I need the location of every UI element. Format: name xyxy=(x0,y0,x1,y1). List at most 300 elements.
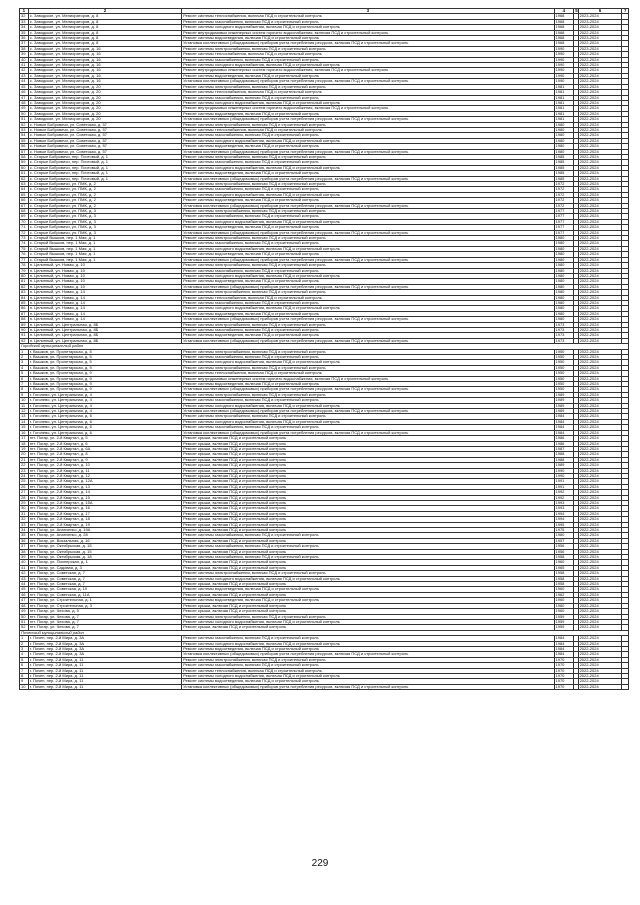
row-number: 51 xyxy=(20,619,29,624)
row-number: 45 xyxy=(20,587,29,592)
row-number: 54 xyxy=(20,133,29,138)
work-type-cell: Установка коллективных (общедомовых) приборов учета потребления ресурсов, включая ПСД и строительный контроль xyxy=(182,284,554,289)
row-number: 28 xyxy=(20,495,29,500)
year-cell: 1980 xyxy=(554,295,574,300)
row-number: 36 xyxy=(20,36,29,41)
work-type-cell: Ремонт крыши, включая ПСД и строительный контроль xyxy=(182,468,554,473)
address-cell: с. Заводское, ул. Мелиораторов, д. 20 xyxy=(28,100,181,105)
work-type-cell: Установка коллективных (общедомовых) приборов учета потребления ресурсов, включая ПСД и строительный контроль xyxy=(182,684,554,689)
address-cell: г. Почеп, пер. 2-й Мира, д. 3А xyxy=(28,652,181,657)
year-cell: 1968 xyxy=(554,14,574,19)
address-cell: п. Целинный, ул. Центральная, д. 8Б xyxy=(28,327,181,332)
year-cell: 1990 xyxy=(554,68,574,73)
period-cell: 2023-2024 xyxy=(578,19,622,24)
row-number: 9 xyxy=(20,392,29,397)
row-number: 44 xyxy=(20,79,29,84)
work-type-cell: Ремонт системы водоотведения, включая ПСД и строительный контроль xyxy=(182,198,554,203)
address-cell: с. Старые Бобровичи, ул. ПМК, д. 2 xyxy=(28,187,181,192)
address-cell: с. Заводское, ул. Мелиораторов, д. 16 xyxy=(28,68,181,73)
work-type-cell: Ремонт системы электроснабжения, включая ПСД и строительный контроль xyxy=(182,571,554,576)
address-cell: с. Заводское, ул. Мелиораторов, д. 20 xyxy=(28,90,181,95)
row-number: 44 xyxy=(20,582,29,587)
year-cell: 1981 xyxy=(554,84,574,89)
row-number: 9 xyxy=(20,679,29,684)
address-cell: с. Старые Бобровичи, ул. ПМК, д. 3 xyxy=(28,225,181,230)
work-type-cell: Ремонт системы газоснабжения, включая ПСД и строительный контроль xyxy=(182,187,554,192)
period-cell: 2022-2024 xyxy=(578,73,622,78)
period-cell: 2022-2024 xyxy=(578,338,622,343)
year-cell: 1986 xyxy=(554,441,574,446)
work-type-cell: Ремонт системы холодного водоснабжения, включая ПСД и строительный контроль xyxy=(182,641,554,646)
work-type-cell: Ремонт системы газоснабжения, включая ПСД и строительный контроль xyxy=(182,300,554,305)
address-cell: пгт. Погар, ул. Советская, д. 11А xyxy=(28,592,181,597)
period-cell: 2022-2024 xyxy=(578,182,622,187)
work-type-cell: Ремонт системы холодного водоснабжения, включая ПСД и строительный контроль xyxy=(182,138,554,143)
row-number: 6 xyxy=(20,376,29,381)
row-number: 52 xyxy=(20,122,29,127)
year-cell: 1984 xyxy=(554,636,574,641)
row-number: 40 xyxy=(20,560,29,565)
address-cell: с. Заводское, ул. Мелиораторов, д. 16 xyxy=(28,79,181,84)
period-cell: 2022-2024 xyxy=(578,371,622,376)
period-cell: 2022-2024 xyxy=(578,679,622,684)
period-cell: 2022-2024 xyxy=(578,446,622,451)
address-cell: с. Заводское, ул. Мелиораторов, д. 20 xyxy=(28,117,181,122)
year-cell: 1984 xyxy=(554,652,574,657)
address-cell: пгт. Погар, ул. Советская, д. 7 xyxy=(28,582,181,587)
year-cell: 1980 xyxy=(554,263,574,268)
period-cell: 2022-2024 xyxy=(578,673,622,678)
year-cell: 1994 xyxy=(554,517,574,522)
year-cell: 1990 xyxy=(554,73,574,78)
row-number: 92 xyxy=(20,338,29,343)
period-cell: 2022-2024 xyxy=(578,68,622,73)
year-cell: 1989 xyxy=(554,409,574,414)
address-cell: пгт. Погар, ул. 2-й Квартал, д. 14 xyxy=(28,490,181,495)
row-number: 72 xyxy=(20,230,29,235)
work-type-cell: Ремонт системы холодного водоснабжения, включая ПСД и строительный контроль xyxy=(182,673,554,678)
col-3-header: 3 xyxy=(182,9,554,14)
work-type-cell: Ремонт системы холодного водоснабжения, включая ПСД и строительный контроль xyxy=(182,419,554,424)
row-number: 88 xyxy=(20,317,29,322)
period-cell: 2022-2024 xyxy=(578,79,622,84)
address-cell: п. Целинный, ул. Центральная, д. 8Б xyxy=(28,322,181,327)
row-number: 4 xyxy=(20,652,29,657)
year-cell: 1950 xyxy=(554,387,574,392)
row-number: 38 xyxy=(20,549,29,554)
address-cell: г. Вышков, ул. Пролетарская, д. 5 xyxy=(28,355,181,360)
row-number: 66 xyxy=(20,198,29,203)
period-cell: 2022-2024 xyxy=(578,311,622,316)
col-2-header: 2 xyxy=(28,9,181,14)
year-cell: 1970 xyxy=(554,679,574,684)
address-cell: пгт. Погар, ул. 2-й Квартал, д. 5 xyxy=(28,436,181,441)
address-cell: п. Целинный, ул. Центральная, д. 8Б xyxy=(28,338,181,343)
col-1-header: 1 xyxy=(20,9,29,14)
work-type-cell: Ремонт крыши, включая ПСД и строительный контроль xyxy=(182,538,554,543)
row-number: 2 xyxy=(20,355,29,360)
address-cell: пгт. Погар, ул. Ананченко, д. 28 xyxy=(28,533,181,538)
address-cell: с. Старые Бобровичи, ул. ПМК, д. 3 xyxy=(28,219,181,224)
address-cell: с. Старые Бобровичи, ул. ПМК, д. 3 xyxy=(28,214,181,219)
year-cell: 1977 xyxy=(554,209,574,214)
row-number: 47 xyxy=(20,598,29,603)
address-cell: с. Заводское, ул. Мелиораторов, д. 8 xyxy=(28,36,181,41)
period-cell: 2022-2024 xyxy=(578,457,622,462)
address-cell: с. Старый Вышков, пер. 1 Мая, д. 1 xyxy=(28,236,181,241)
address-cell: пгт. Погар, ул. Строительная, д. 3 xyxy=(28,603,181,608)
work-type-cell: Ремонт системы водоотведения, включая ПСД и строительный контроль xyxy=(182,311,554,316)
address-cell: пгт. Погар, ул. 2-й Квартал, д. 15 xyxy=(28,495,181,500)
year-cell: 1980 xyxy=(554,122,574,127)
row-number: 31 xyxy=(20,511,29,516)
year-cell: 1990 xyxy=(554,63,574,68)
row-number: 42 xyxy=(20,571,29,576)
year-cell: 1989 xyxy=(554,463,574,468)
work-type-cell: Ремонт системы водоотведения, включая ПСД и строительный контроль xyxy=(182,252,554,257)
row-number: 68 xyxy=(20,209,29,214)
work-type-cell: Ремонт системы холодного водоснабжения, включая ПСД и строительный контроль xyxy=(182,619,554,624)
address-cell: с. Старые Бобровичи, ул. ПМК, д. 2 xyxy=(28,182,181,187)
address-cell: с. Старые Бобровичи, ул. ПМК, д. 2 xyxy=(28,198,181,203)
row-number: 18 xyxy=(20,441,29,446)
row-number: 7 xyxy=(20,668,29,673)
year-cell: 1984 xyxy=(554,430,574,435)
period-cell: 2022-2024 xyxy=(578,398,622,403)
period-cell: 2022-2024 xyxy=(578,592,622,597)
row-number: 25 xyxy=(20,479,29,484)
work-type-cell: Ремонт системы газоснабжения, включая ПСД и строительный контроль xyxy=(182,214,554,219)
year-cell: 1950 xyxy=(554,360,574,365)
address-cell: пгт. Погар, ул. Ананченко, д. 19А xyxy=(28,528,181,533)
address-cell: г. Почеп, пер. 2-й Мира, д. 3А xyxy=(28,646,181,651)
period-cell: 2022-2024 xyxy=(578,619,622,624)
period-cell: 2022-2024 xyxy=(578,571,622,576)
period-cell: 2022-2024 xyxy=(578,133,622,138)
row-number: 85 xyxy=(20,300,29,305)
year-cell: 1986 xyxy=(554,436,574,441)
year-cell: 1980 xyxy=(554,149,574,154)
row-number: 56 xyxy=(20,144,29,149)
address-cell: п. Целинный, ул. Новая, д. 10 xyxy=(28,268,181,273)
address-cell: пгт. Погар, ул. 2-й Квартал, д. 12 xyxy=(28,473,181,478)
work-type-cell: Ремонт системы электроснабжения, включая ПСД и строительный контроль xyxy=(182,209,554,214)
period-cell: 2022-2024 xyxy=(578,387,622,392)
row-number: 3 xyxy=(20,646,29,651)
address-cell: п. Целинный, ул. Новая, д. 10 xyxy=(28,279,181,284)
row-number: 62 xyxy=(20,176,29,181)
period-cell: 2022-2024 xyxy=(578,246,622,251)
row-number: 48 xyxy=(20,100,29,105)
year-cell: 1985 xyxy=(554,160,574,165)
period-cell: 2022-2024 xyxy=(578,452,622,457)
period-cell: 2022-2024 xyxy=(578,171,622,176)
row-number: 7 xyxy=(20,382,29,387)
address-cell: с. Новые Бобровичи, ул. Советская, д. 57 xyxy=(28,149,181,154)
work-type-cell: Ремонт системы электроснабжения, включая ПСД и строительный контроль xyxy=(182,236,554,241)
address-cell: пгт. Погар, ул. 2-й Квартал, д. 9 xyxy=(28,457,181,462)
row-number: 16 xyxy=(20,430,29,435)
period-cell: 2023-2024 xyxy=(578,36,622,41)
period-cell: 2022-2024 xyxy=(578,284,622,289)
row-number: 58 xyxy=(20,154,29,159)
row-number: 2 xyxy=(20,641,29,646)
year-cell: 1960 xyxy=(554,560,574,565)
period-cell: 2022-2024 xyxy=(578,230,622,235)
year-cell: 1972 xyxy=(554,187,574,192)
year-cell: 1980 xyxy=(554,284,574,289)
row-number: 10 xyxy=(20,684,29,689)
work-type-cell: Ремонт крыши, включая ПСД и строительный контроль xyxy=(182,522,554,527)
row-number: 30 xyxy=(20,506,29,511)
period-cell: 2022-2024 xyxy=(578,484,622,489)
address-cell: с. Заводское, ул. Мелиораторов, д. 8 xyxy=(28,30,181,35)
period-cell: 2022-2024 xyxy=(578,576,622,581)
row-number: 46 xyxy=(20,90,29,95)
address-cell: пгт. Погар, ул. Чехова, д. 7 xyxy=(28,625,181,630)
work-type-cell: Ремонт системы водоотведения, включая ПСД и строительный контроль xyxy=(182,587,554,592)
work-type-cell: Ремонт системы водоотведения, включая ПСД и строительный контроль xyxy=(182,225,554,230)
period-cell: 2022-2024 xyxy=(578,468,622,473)
year-cell: 1958 xyxy=(554,582,574,587)
work-type-cell: Ремонт системы холодного водоснабжения, включая ПСД и строительный контроль xyxy=(182,306,554,311)
year-cell: 1972 xyxy=(554,192,574,197)
row-number: 48 xyxy=(20,603,29,608)
row-number: 5 xyxy=(20,657,29,662)
year-cell: 1970 xyxy=(554,657,574,662)
period-cell: 2022-2024 xyxy=(578,95,622,100)
work-type-cell: Ремонт системы водоотведения, включая ПСД и строительный контроль xyxy=(182,382,554,387)
period-cell: 2022-2024 xyxy=(578,198,622,203)
row-number: 29 xyxy=(20,500,29,505)
work-type-cell: Установка коллективных (общедомовых) приборов учета потребления ресурсов, включая ПСД и строительный контроль xyxy=(182,338,554,343)
period-cell: 2022-2024 xyxy=(578,187,622,192)
row-number: 46 xyxy=(20,592,29,597)
period-cell: 2022-2024 xyxy=(578,268,622,273)
address-cell: с. Заводское, ул. Мелиораторов, д. 16 xyxy=(28,73,181,78)
period-cell: 2022-2024 xyxy=(578,528,622,533)
address-cell: п. Целинный, ул. Новая, д. 14 xyxy=(28,290,181,295)
work-type-cell: Ремонт внутридомовых инженерных систем горячего водоснабжения, включая ПСД и строительный контроль xyxy=(182,376,554,381)
work-type-cell: Ремонт внутридомовых инженерных систем горячего водоснабжения, включая ПСД и строительный контроль xyxy=(182,106,554,111)
work-type-cell: Ремонт системы газоснабжения, включая ПСД и строительный контроль xyxy=(182,425,554,430)
address-cell: г. Гоголево, ул. Центральная, д. 4 xyxy=(28,398,181,403)
work-type-cell: Ремонт системы теплоснабжения, включая ПСД и строительный контроль xyxy=(182,371,554,376)
col-7-cell xyxy=(622,684,629,689)
period-cell: 2022-2024 xyxy=(578,582,622,587)
year-cell: 1991 xyxy=(554,484,574,489)
year-cell: 1960 xyxy=(554,603,574,608)
address-cell: г. Вышков, ул. Пролетарская, д. 9 xyxy=(28,376,181,381)
address-cell: п. Целинный, ул. Новая, д. 10 xyxy=(28,273,181,278)
address-cell: с. Старые Бобровичи, ул. ПМК, д. 3 xyxy=(28,230,181,235)
work-type-cell: Ремонт системы холодного водоснабжения, включая ПСД и строительный контроль xyxy=(182,246,554,251)
work-type-cell: Ремонт системы газоснабжения, включая ПСД и строительный контроль xyxy=(182,95,554,100)
address-cell: пгт. Погар, ул. Советская, д. 7 xyxy=(28,571,181,576)
row-number: 83 xyxy=(20,290,29,295)
row-number: 33 xyxy=(20,19,29,24)
work-type-cell: Ремонт системы теплоснабжения, включая ПСД и строительный контроль xyxy=(182,668,554,673)
period-cell: 2022-2024 xyxy=(578,63,622,68)
period-cell: 2022-2024 xyxy=(578,500,622,505)
work-type-cell: Ремонт системы водоотведения, включая ПСД и строительный контроль xyxy=(182,598,554,603)
work-type-cell: Ремонт системы газоснабжения, включая ПСД и строительный контроль xyxy=(182,327,554,332)
address-cell: пгт. Погар, ул. 2-й Квартал, д. 8 xyxy=(28,452,181,457)
col-5-header: 5 xyxy=(575,8,578,13)
work-type-cell: Установка коллективных (общедомовых) приборов учета потребления ресурсов, включая ПСД и строительный контроль xyxy=(182,79,554,84)
work-type-cell: Ремонт системы газоснабжения, включая ПСД и строительный контроль xyxy=(182,268,554,273)
row-number: 43 xyxy=(20,576,29,581)
period-cell: 2022-2024 xyxy=(578,192,622,197)
row-number: 57 xyxy=(20,149,29,154)
address-cell: с. Заводское, ул. Мелиораторов, д. 16 xyxy=(28,46,181,51)
row-number: 59 xyxy=(20,160,29,165)
period-cell: 2022-2024 xyxy=(578,360,622,365)
address-cell: г. Почеп, пер. 2-й Мира, д. 11 xyxy=(28,684,181,689)
address-cell: с. Старые Бобровичи, пер. Почтовый, д. 1 xyxy=(28,171,181,176)
row-number: 24 xyxy=(20,473,29,478)
period-cell: 2022-2024 xyxy=(578,257,622,262)
period-cell: 2022-2024 xyxy=(578,322,622,327)
period-cell: 2023-2024 xyxy=(578,46,622,51)
work-type-cell: Ремонт крыши, включая ПСД и строительный контроль xyxy=(182,582,554,587)
row-number: 53 xyxy=(20,127,29,132)
address-cell: с. Новые Бобровичи, ул. Советская, д. 57 xyxy=(28,144,181,149)
work-type-cell: Установка коллективных (общедомовых) приборов учета потребления ресурсов, включая ПСД и строительный контроль xyxy=(182,117,554,122)
period-cell: 2022-2024 xyxy=(578,495,622,500)
year-cell: 1990 xyxy=(554,52,574,57)
work-type-cell: Установка коллективных (общедомовых) приборов учета потребления ресурсов, включая ПСД и строительный контроль xyxy=(182,409,554,414)
work-type-cell: Ремонт системы электроснабжения, включая ПСД и строительный контроль xyxy=(182,290,554,295)
period-cell: 2022-2024 xyxy=(578,25,622,30)
work-type-cell: Ремонт системы газоснабжения, включая ПСД и строительный контроль xyxy=(182,398,554,403)
work-type-cell: Ремонт системы холодного водоснабжения, включая ПСД и строительный контроль xyxy=(182,63,554,68)
row-number: 1 xyxy=(20,636,29,641)
year-cell: 1958 xyxy=(554,576,574,581)
work-type-cell: Ремонт системы теплоснабжения, включая ПСД и строительный контроль xyxy=(182,14,554,19)
work-type-cell: Ремонт системы электроснабжения, включая ПСД и строительный контроль xyxy=(182,182,554,187)
year-cell: 1957 xyxy=(554,538,574,543)
work-type-cell: Ремонт системы теплоснабжения, включая ПСД и строительный контроль xyxy=(182,52,554,57)
work-type-cell: Ремонт системы электроснабжения, включая ПСД и строительный контроль xyxy=(182,414,554,419)
work-type-cell: Ремонт системы газоснабжения, включая ПСД и строительный контроль xyxy=(182,57,554,62)
row-number: 63 xyxy=(20,182,29,187)
address-cell: пгт. Погар, ул. Чехова, д. 7 xyxy=(28,614,181,619)
period-cell: 2022-2024 xyxy=(578,165,622,170)
year-cell: 1981 xyxy=(554,111,574,116)
address-cell: пгт. Погар, ул. Советская, д. 10 xyxy=(28,587,181,592)
address-cell: пгт. Погар, ул. Пионерская, д. 1 xyxy=(28,560,181,565)
work-type-cell: Ремонт системы газоснабжения, включая ПСД и строительный контроль xyxy=(182,19,554,24)
period-cell: 2022-2024 xyxy=(578,533,622,538)
year-cell: 1984 xyxy=(554,419,574,424)
year-cell: 1980 xyxy=(554,300,574,305)
row-number: 22 xyxy=(20,463,29,468)
row-number: 8 xyxy=(20,387,29,392)
period-cell: 2022-2024 xyxy=(578,252,622,257)
year-cell: 1973 xyxy=(554,333,574,338)
year-cell: 1990 xyxy=(554,57,574,62)
work-type-cell: Ремонт крыши, включая ПСД и строительный контроль xyxy=(182,479,554,484)
address-cell: с. Старые Бобровичи, ул. ПМК, д. 2 xyxy=(28,203,181,208)
year-cell: 1990 xyxy=(554,46,574,51)
row-number: 50 xyxy=(20,614,29,619)
period-cell: 2022-2024 xyxy=(578,219,622,224)
year-cell: 1962 xyxy=(554,592,574,597)
address-cell: г. Гоголево, ул. Центральная, д. 6 xyxy=(28,414,181,419)
period-cell: 2022-2024 xyxy=(578,419,622,424)
work-type-cell: Ремонт системы газоснабжения, включая ПСД и строительный контроль xyxy=(182,241,554,246)
period-cell: 2022-2024 xyxy=(578,609,622,614)
work-type-cell: Ремонт крыши, включая ПСД и строительный контроль xyxy=(182,473,554,478)
work-type-cell: Ремонт крыши, включая ПСД и строительный контроль xyxy=(182,441,554,446)
address-cell: пгт. Погар, ул. 2-й Квартал, д. 13 xyxy=(28,484,181,489)
address-cell: с. Старые Бобровичи, ул. ПМК, д. 3 xyxy=(28,209,181,214)
year-cell: 1959 xyxy=(554,619,574,624)
period-cell: 2022-2024 xyxy=(578,52,622,57)
row-number: 70 xyxy=(20,219,29,224)
row-number: 90 xyxy=(20,327,29,332)
year-cell: 1960 xyxy=(554,598,574,603)
year-cell: 1985 xyxy=(554,154,574,159)
year-cell: 1980 xyxy=(554,138,574,143)
work-type-cell: Ремонт системы электроснабжения, включая ПСД и строительный контроль xyxy=(182,84,554,89)
address-cell: пгт. Погар, ул. 2-й Квартал, д. 19 xyxy=(28,522,181,527)
row-number: 20 xyxy=(20,452,29,457)
year-cell: 1956 xyxy=(554,549,574,554)
year-cell: 1960 xyxy=(554,587,574,592)
period-cell: 2022-2024 xyxy=(578,327,622,332)
address-cell: г. Вышков, ул. Пролетарская, д. 9 xyxy=(28,387,181,392)
year-cell: 1950 xyxy=(554,371,574,376)
period-cell: 2022-2024 xyxy=(578,382,622,387)
year-cell: 1968 xyxy=(554,36,574,41)
work-type-cell: Ремонт системы холодного водоснабжения, включая ПСД и строительный контроль xyxy=(182,273,554,278)
row-number: 55 xyxy=(20,138,29,143)
year-cell: 1977 xyxy=(554,219,574,224)
year-cell: 1987 xyxy=(554,446,574,451)
row-number: 17 xyxy=(20,436,29,441)
year-cell: 1989 xyxy=(554,392,574,397)
period-cell: 2022-2024 xyxy=(578,441,622,446)
row-number: 21 xyxy=(20,457,29,462)
period-cell: 2022-2024 xyxy=(578,263,622,268)
year-cell: 1950 xyxy=(554,355,574,360)
year-cell: 1990 xyxy=(554,79,574,84)
year-cell: 1980 xyxy=(554,290,574,295)
period-cell: 2022-2024 xyxy=(578,117,622,122)
year-cell: 1984 xyxy=(554,646,574,651)
row-number: 5 xyxy=(20,371,29,376)
work-type-cell: Ремонт системы водоотведения, включая ПСД и строительный контроль xyxy=(182,111,554,116)
address-cell: г. Вышков, ул. Пролетарская, д. 9 xyxy=(28,371,181,376)
row-number: 61 xyxy=(20,171,29,176)
address-cell: г. Почеп, пер. 2-й Мира, д. 3А xyxy=(28,636,181,641)
period-cell: 2022-2024 xyxy=(578,149,622,154)
row-number: 42 xyxy=(20,68,29,73)
year-cell: 1950 xyxy=(554,382,574,387)
address-cell: с. Старый Вышков, пер. 1 Мая, д. 1 xyxy=(28,252,181,257)
address-cell: г. Вышков, ул. Пролетарская, д. 9 xyxy=(28,365,181,370)
period-cell: 2022-2024 xyxy=(578,511,622,516)
period-cell: 2022-2024 xyxy=(578,657,622,662)
row-number: 8 xyxy=(20,673,29,678)
year-cell: 1980 xyxy=(554,241,574,246)
period-cell: 2022-2024 xyxy=(578,279,622,284)
year-cell: 1968 xyxy=(554,25,574,30)
work-type-cell: Ремонт системы электроснабжения, включая ПСД и строительный контроль xyxy=(182,365,554,370)
address-cell: с. Старый Вышков, пер. 1 Мая, д. 1 xyxy=(28,241,181,246)
